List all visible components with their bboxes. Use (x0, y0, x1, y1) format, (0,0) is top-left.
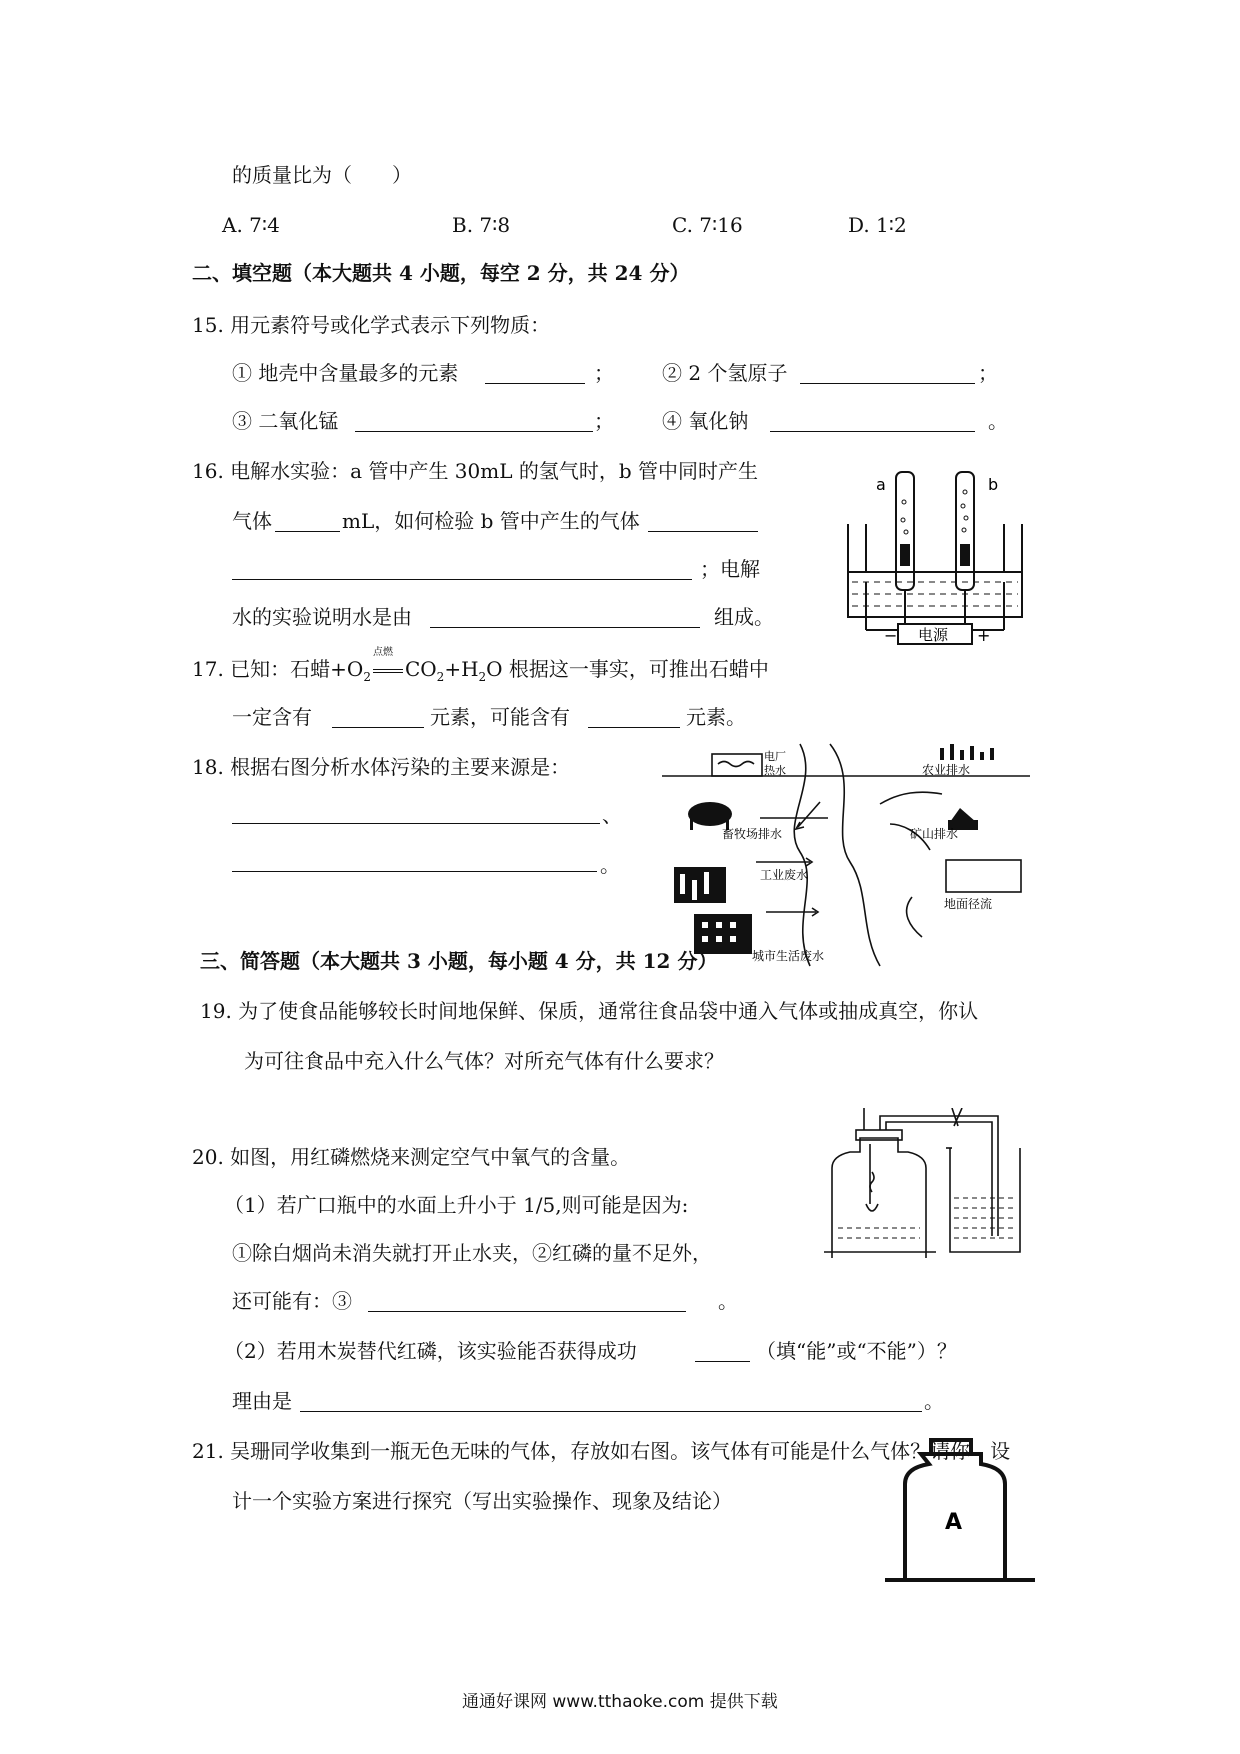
q21-line1: 21. 吴珊同学收集到一瓶无色无味的气体，存放如右图。该气体有可能是什么气体？请你 设 (192, 1439, 1011, 1463)
q15-blank-2[interactable] (800, 383, 975, 384)
pollution-runoff-label: 地面径流 (944, 897, 993, 911)
q17-stem-pre: 17. 已知：石蜡+O (192, 657, 364, 681)
q17-co: CO (404, 657, 437, 681)
section-2-title: 二、填空题（本大题共 4 小题，每空 2 分，共 24 分） (192, 261, 690, 285)
q15-item-1: ① 地壳中含量最多的元素 (232, 361, 459, 385)
page-footer: 通通好课网 www.tthaoke.com 提供下载 (462, 1692, 778, 1712)
q16-line4-a: 水的实验说明水是由 (232, 605, 412, 629)
power-source-label: 电源 (918, 626, 949, 644)
q17-blank-1[interactable] (332, 727, 424, 728)
q18-end: 。 (600, 853, 620, 877)
q17-o: O (486, 657, 503, 681)
q20-part1-c: 还可能有：③ (232, 1289, 352, 1313)
q20-blank-reason[interactable] (300, 1411, 922, 1412)
q16-line4-b: 组成。 (714, 605, 774, 629)
pollution-mine-label: 矿山排水 (910, 827, 959, 841)
q17-reaction-arrow (371, 647, 405, 681)
q20-blank-can-or-cannot[interactable] (695, 1361, 750, 1362)
q17-line2-a: 一定含有 (232, 705, 312, 729)
q14-continuation: 的质量比为（ ） (232, 163, 412, 187)
q20-part2: （2）若用木炭替代红磷，该实验能否获得成功 (224, 1339, 637, 1363)
q14-option-d: D. 1∶2 (848, 213, 907, 237)
q15-item-4: ④ 氧化钠 (662, 409, 749, 433)
q19-line1: 19. 为了使食品能够较长时间地保鲜、保质，通常往食品袋中通入气体或抽成真空，你认 (200, 999, 979, 1023)
q15-item-3: ③ 二氧化锰 (232, 409, 339, 433)
q15-blank-4[interactable] (770, 431, 975, 432)
section-3-title: 三、简答题（本大题共 3 小题，每小题 4 分，共 12 分） (200, 949, 718, 973)
q20-part1: （1）若广口瓶中的水面上升小于 1/5,则可能是因为: (224, 1193, 689, 1217)
electrolysis-tube-a-label: a (876, 475, 886, 494)
q20-end-2: 。 (924, 1389, 944, 1413)
q16-line2-a: 气体 (232, 509, 272, 533)
q15-blank-1[interactable] (485, 383, 585, 384)
q14-option-c: C. 7∶16 (672, 213, 743, 237)
q17-sub-h2: 2 (478, 670, 487, 684)
q17-sub-o2: 2 (363, 670, 371, 684)
q20-stem: 20. 如图，用红磷燃烧来测定空气中氧气的含量。 (192, 1145, 631, 1169)
power-minus-label: − (884, 626, 898, 645)
q16-blank-test-1[interactable] (648, 531, 758, 532)
q16-line3: ；电解 (700, 557, 760, 581)
phosphorus-apparatus-figure (820, 1108, 1030, 1258)
q16-blank-volume[interactable] (275, 531, 340, 532)
q14-option-a: A. 7∶4 (222, 213, 280, 237)
gas-bottle-figure (885, 1432, 1035, 1582)
q14-option-b: B. 7∶8 (452, 213, 511, 237)
q20-end-1: 。 (718, 1289, 738, 1313)
q20-part2-b: （填“能”或“不能”）？ (756, 1339, 957, 1363)
q15-stem: 15. 用元素符号或化学式表示下列物质： (192, 313, 551, 337)
water-pollution-figure (660, 742, 1040, 967)
q18-blank-1[interactable] (232, 823, 600, 824)
q16-blank-test-2[interactable] (232, 579, 692, 580)
q16-blank-composition[interactable] (430, 627, 700, 628)
q20-blank-reason-3[interactable] (368, 1311, 686, 1312)
q17-condition: 点燃 (372, 647, 393, 658)
electrolysis-figure (840, 462, 1030, 647)
pollution-hot-water-label: 热水 (764, 764, 786, 777)
q15-item-2: ② 2 个氢原子 (662, 361, 788, 385)
electrolysis-tube-b-label: b (988, 475, 999, 494)
gas-bottle-label: A (945, 1510, 963, 1535)
q15-semicolon-2: ； (978, 361, 998, 385)
q20-part3: 理由是 (232, 1389, 292, 1413)
q15-end: 。 (988, 409, 1008, 433)
power-plus-label: + (977, 626, 991, 645)
q16-line2-b: mL，如何检验 b 管中产生的气体 (342, 509, 640, 533)
pollution-industry-label: 工业废水 (760, 868, 809, 882)
q18-stem: 18. 根据右图分析水体污染的主要来源是： (192, 755, 571, 779)
q15-blank-3[interactable] (355, 431, 593, 432)
q15-semicolon-1: ； (594, 361, 614, 385)
q18-separator: 、 (602, 803, 622, 827)
q19-line2: 为可往食品中充入什么气体？对所充气体有什么要求？ (244, 1049, 724, 1073)
q17-line2-b: 元素，可能含有 (430, 705, 570, 729)
q18-blank-2[interactable] (232, 871, 597, 872)
q20-part1-b: ①除白烟尚未消失就打开止水夹，②红磷的量不足外， (232, 1241, 712, 1265)
pollution-power-plant-label: 电厂 (764, 750, 786, 763)
q17-stem-post: 根据这一事实，可推出石蜡中 (502, 657, 769, 681)
q15-semicolon-3: ； (594, 409, 614, 433)
pollution-agriculture-label: 农业排水 (922, 763, 971, 777)
q17-h: +H (444, 657, 479, 681)
q21-line2: 计一个实验方案进行探究（写出实验操作、现象及结论） (232, 1489, 732, 1513)
q17-sub-co2: 2 (436, 670, 445, 684)
pollution-sewage-label: 城市生活废水 (752, 949, 825, 963)
q16-stem: 16. 电解水实验：a 管中产生 30mL 的氢气时，b 管中同时产生 (192, 459, 759, 483)
q17-line2-c: 元素。 (686, 705, 746, 729)
q17-stem (192, 647, 769, 689)
q17-blank-2[interactable] (588, 727, 680, 728)
pollution-livestock-label: 畜牧场排水 (722, 827, 783, 841)
